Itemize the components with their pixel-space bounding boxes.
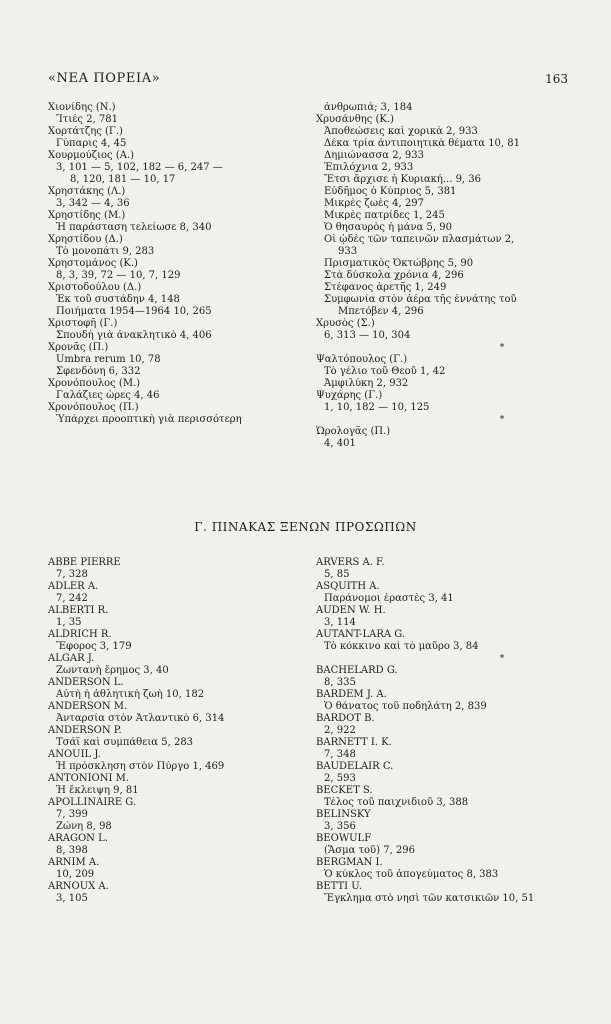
index-entry-reference: 5, 85 [324,569,350,580]
index-entry-reference: 3, 356 [324,821,356,832]
index-entry-reference: 7, 328 [56,569,88,580]
index-entry-reference: Ὁ κύκλος τοῦ ἀπογεύματος 8, 383 [324,869,499,880]
index-entry-reference: 3, 101 — 5, 102, 182 — 6, 247 — [56,162,223,173]
index-entry-name: ANDERSON L. [48,677,124,688]
index-entry-reference: Ποιήματα 1954—1964 10, 265 [56,306,212,317]
asterisk-separator: * [499,415,505,425]
index-entry-name: Χρηστίδου (Δ.) [48,234,123,245]
index-entry-reference: 7, 348 [324,749,356,760]
greek-persons-left-column [48,102,310,426]
index-entry-reference: Εὐδῆμος ὁ Κύπριος 5, 381 [324,186,457,197]
index-entry-reference: Ἀμφιλύκη 2, 932 [324,378,409,389]
index-entry-reference: Στὰ δύσκολα χρόνια 4, 296 [324,270,464,281]
index-entry-reference: Οἱ ᾠδὲς τῶν ταπεινῶν πλασμάτων 2, [324,234,515,245]
index-entry-reference: Σπουδὴ γιὰ ἀνακλητικὸ 4, 406 [56,330,212,341]
index-entry-reference: Ἡ πρόσκληση στὸν Πύργο 1, 469 [56,761,225,772]
index-entry-name: Χρηστομάνος (Κ.) [48,258,138,269]
index-entry-name: Χριστοδούλου (Δ.) [48,282,142,293]
index-entry-name: Χρυσὸς (Σ.) [316,318,375,329]
index-entry-reference: (Ἄσμα τοῦ) 7, 296 [324,845,416,856]
index-entry-name: ALGAR J. [48,653,95,664]
index-entry-reference: Ἀποθεώσεις καὶ χορικὰ 2, 933 [324,126,478,137]
index-entry-name: BAUDELAIR C. [316,761,394,772]
index-entry-reference: 6, 313 — 10, 304 [324,330,411,341]
index-entry-reference: Αὐτὴ ἡ ἀθλητικὴ ζωὴ 10, 182 [56,689,205,700]
index-entry-name: Ψαλτόπουλος (Γ.) [316,354,408,365]
index-entry-name: Χρονόπουλος (Μ.) [48,378,141,389]
index-entry-reference: 7, 242 [56,593,88,604]
index-entry-name: ALDRICH R. [48,629,112,640]
index-entry-name: Ψυχάρης (Γ.) [316,390,383,401]
index-entry-name: Χορτάτζης (Γ.) [48,126,123,137]
index-entry-name: Χρηστάκης (Λ.) [48,186,126,197]
foreign-persons-left-column [48,557,308,905]
index-entry-name: APOLLINAIRE G. [48,797,137,808]
index-entry-reference: Ζωντανὴ ἔρημος 3, 40 [56,665,169,676]
index-entry-reference: Ἔτσι ἄρχισε ἡ Κυριακή... 9, 36 [324,174,482,185]
index-entry-reference: 2, 593 [324,773,356,784]
index-entry-reference: Συμφωνία στὸν ἀέρα τῆς ἐννάτης τοῦ [324,294,517,305]
index-entry-reference: 3, 105 [56,893,88,904]
index-entry-reference: Ἡ ἔκλειψη 9, 81 [56,785,139,796]
index-entry-name: BARNETT I. K. [316,737,392,748]
index-entry-reference: Ζώνη 8, 98 [56,821,112,832]
asterisk-separator: * [499,654,505,664]
page-number: 163 [545,72,568,86]
index-entry-name: Χρονᾶς (Π.) [48,342,109,353]
index-entry-reference: Τὸ μονοπάτι 9, 283 [56,246,155,257]
index-entry-reference: Umbra rerum 10, 78 [56,354,161,365]
index-entry-name: ADLER A. [48,581,99,592]
journal-title: «ΝΕΑ ΠΟΡΕΙΑ» [48,71,161,86]
index-entry-name: BETTI U. [316,881,362,892]
index-entry-name: ASQUITH A. [316,581,380,592]
index-entry-name: Ὡρολογᾶς (Π.) [316,426,391,437]
index-entry-reference: 8, 398 [56,845,88,856]
index-entry-name: ANDERSON M. [48,701,128,712]
index-entry-name: ALBERTI R. [48,605,109,616]
index-entry-reference: Τέλος τοῦ παιχνιδιοῦ 3, 388 [324,797,469,808]
index-entry-continuation: 8, 120, 181 — 10, 17 [70,174,176,185]
index-entry-reference: Ἐκ τοῦ συστάδην 4, 148 [56,294,180,305]
index-entry-reference: ἀνθρωπιά; 3, 184 [324,102,413,113]
index-entry-continuation: Μπετόβεν 4, 296 [338,306,424,317]
index-entry-reference: Δέκα τρία ἀντιποιητικὰ θέματα 10, 81 [324,138,520,149]
index-entry-reference: 2, 922 [324,725,356,736]
index-entry-reference: Σφενδόνη 6, 332 [56,366,141,377]
index-entry-name: ARNOUX A. [48,881,109,892]
index-entry-reference: Πρισματικὸς Ὀκτώβρης 5, 90 [324,258,474,269]
index-entry-name: BARDOT B. [316,713,375,724]
index-entry-reference: Ἡ παράσταση τελείωσε 8, 340 [56,222,212,233]
index-entry-reference: Γύπαρις 4, 45 [56,138,127,149]
index-entry-reference: Τσάϊ καὶ συμπάθεια 5, 283 [56,737,194,748]
index-entry-name: Χριστοφῆ (Γ.) [48,318,118,329]
index-entry-name: Χιονίδης (Ν.) [48,102,116,113]
index-entry-name: AUDEN W. H. [316,605,386,616]
index-entry-reference: Παράνομοι ἐραστὲς 3, 41 [324,593,454,604]
index-entry-continuation: 933 [338,246,358,257]
index-entry-reference: 8, 335 [324,677,356,688]
index-entry-name: BEOWULF [316,833,372,844]
index-entry-name: Χρονόπουλος (Π.) [48,402,139,413]
index-entry-name: AUTANT-LARA G. [316,629,406,640]
index-entry-name: BELINSKY [316,809,371,820]
index-entry-name: Χουρμούζιος (Α.) [48,150,135,161]
index-entry-reference: 3, 114 [324,617,356,628]
index-entry-reference: Ἔφορος 3, 179 [56,641,132,652]
index-entry-reference: Στέφανος ἀρετῆς 1, 249 [324,282,447,293]
index-entry-name: ANOUIL J. [48,749,101,760]
index-entry-name: ARNIM A. [48,857,100,868]
index-entry-name: ANDERSON P. [48,725,122,736]
index-entry-reference: Τὸ γέλιο τοῦ Θεοῦ 1, 42 [324,366,446,377]
index-entry-name: BECKET S. [316,785,373,796]
index-entry-reference: Ἐπιλόχνια 2, 933 [324,162,414,173]
index-entry-reference: Μικρὲς ζωὲς 4, 297 [324,198,424,209]
index-entry-reference: Γαλάζιες ὧρες 4, 46 [56,390,160,401]
index-entry-reference: Δημιώνασσα 2, 933 [324,150,425,161]
index-entry-reference: Τὸ κόκκινο καὶ τὸ μαῦρο 3, 84 [324,641,479,652]
foreign-persons-right-column [316,557,588,905]
index-entry-name: Χρηστίδης (Μ.) [48,210,126,221]
index-entry-reference: 1, 10, 182 — 10, 125 [324,402,430,413]
index-entry-name: ARVERS A. F. [316,557,385,568]
index-entry-name: ANTONIONI M. [48,773,130,784]
asterisk-separator: * [499,343,505,353]
index-entry-reference: Ὁ θάνατος τοῦ ποδηλάτη 2, 839 [324,701,487,712]
index-entry-name: BACHELARD G. [316,665,398,676]
index-entry-reference: 10, 209 [56,869,95,880]
index-entry-reference: 8, 3, 39, 72 — 10, 7, 129 [56,270,181,281]
index-entry-name: BARDEM J. A. [316,689,387,700]
index-entry-name: Χρυσάνθης (Κ.) [316,114,394,125]
index-entry-reference: Μικρὲς πατρίδες 1, 245 [324,210,445,221]
index-entry-reference: Ἴτιές 2, 781 [56,114,119,125]
index-entry-name: ABBE PIERRE [48,557,121,568]
index-entry-name: BERGMAN I. [316,857,383,868]
index-entry-reference: 7, 399 [56,809,88,820]
greek-persons-right-column [316,102,588,450]
index-entry-reference: 3, 342 — 4, 36 [56,198,130,209]
index-entry-reference: Ἀνταρσία στὸν Ἀτλαντικὸ 6, 314 [56,713,225,724]
index-entry-reference: 1, 35 [56,617,82,628]
section-title: Γ. ΠΙΝΑΚΑΣ ΞΕΝΩΝ ΠΡΟΣΩΠΩΝ [194,520,417,534]
index-entry-reference: Ὁ θησαυρὸς ἡ μάνα 5, 90 [324,222,452,233]
index-entry-reference: Ὑπάρχει προοπτικὴ γιὰ περισσότερη [56,414,242,425]
index-entry-reference: Ἔγκλημα στὸ νησὶ τῶν κατσικιῶν 10, 51 [324,893,535,904]
index-entry-reference: 4, 401 [324,438,356,449]
index-entry-name: ARAGON L. [48,833,108,844]
